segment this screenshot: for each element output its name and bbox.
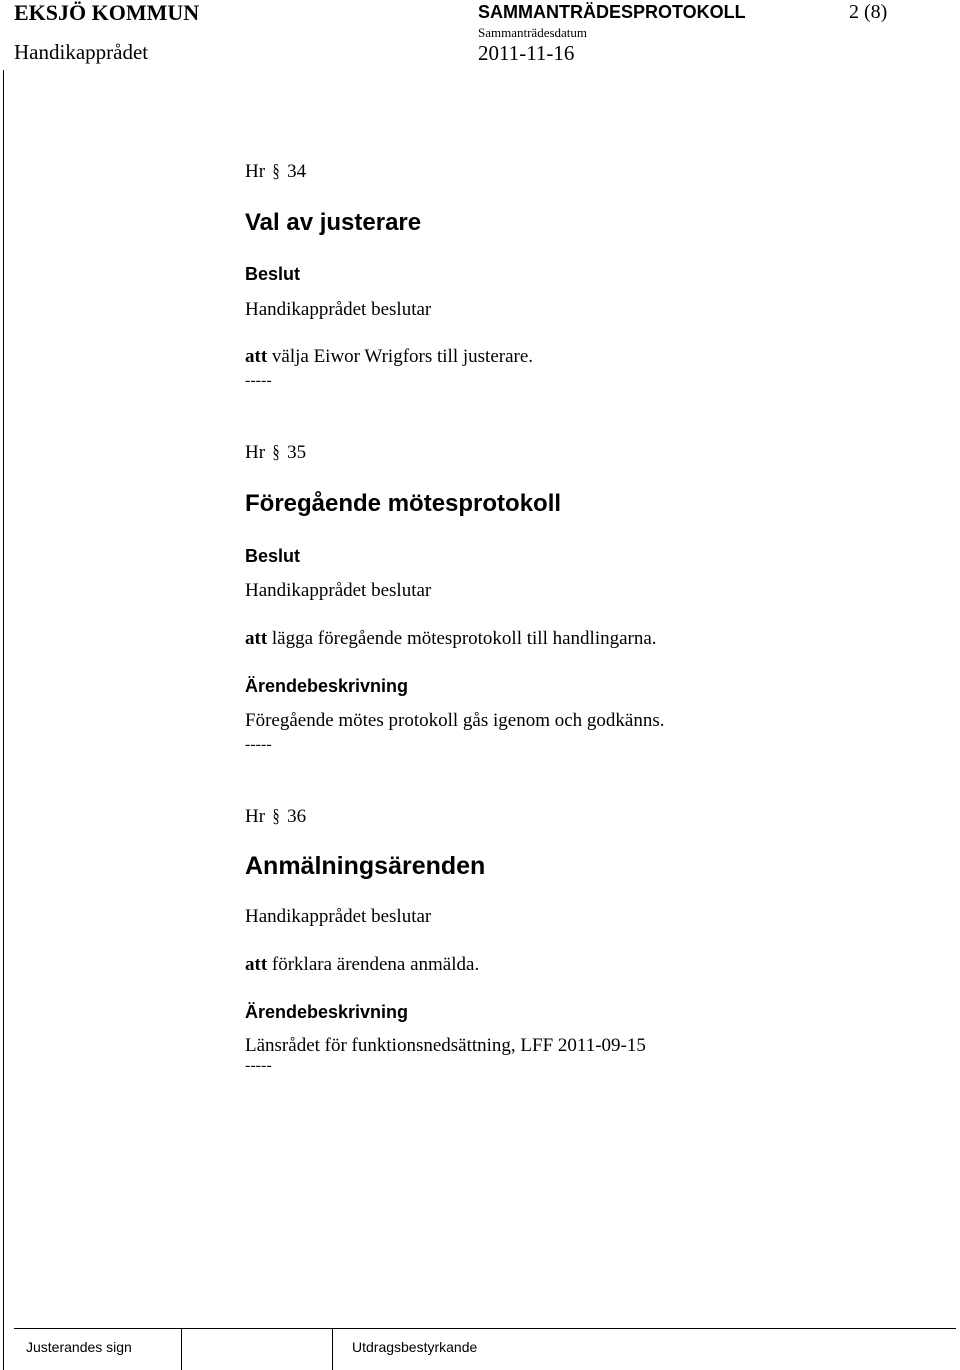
page-number: 2 (8) — [849, 1, 888, 23]
body-name: Handikapprådet — [14, 40, 149, 64]
meeting-date: 2011-11-16 — [478, 41, 575, 65]
separator: ----- — [245, 1057, 272, 1074]
section-title: Val av justerare — [245, 209, 422, 236]
document-type: SAMMANTRÄDESPROTOKOLL — [478, 2, 746, 22]
description-text: Föregående mötes protokoll gås igenom och godkänns. — [245, 710, 665, 731]
section-sign-icon: § — [272, 442, 280, 463]
description-heading: Ärendebeskrivning — [245, 1002, 409, 1022]
att-word: att — [245, 954, 268, 975]
left-margin-rule — [3, 70, 4, 1370]
paragraph-number: 34 — [287, 161, 307, 182]
paragraph-number: 36 — [287, 806, 307, 827]
section-title: Anmälningsärenden — [245, 852, 486, 880]
meeting-date-label: Sammanträdesdatum — [478, 25, 588, 40]
att-clause — [245, 628, 657, 650]
section-sign-icon: § — [272, 806, 280, 827]
signature-label: Justerandes sign — [26, 1339, 132, 1355]
footer-divider — [332, 1328, 333, 1370]
att-clause — [245, 954, 479, 976]
decision-heading: Beslut — [245, 264, 301, 284]
paragraph-ref — [245, 806, 306, 828]
decides-text: Handikapprådet beslutar — [245, 299, 432, 320]
separator: ----- — [245, 736, 272, 753]
decision-heading: Beslut — [245, 546, 301, 566]
description-heading: Ärendebeskrivning — [245, 676, 409, 696]
att-text: välja Eiwor Wrigfors till justerare. — [271, 346, 534, 367]
separator: ----- — [245, 372, 272, 389]
footer-divider — [181, 1328, 182, 1370]
att-word: att — [245, 628, 268, 649]
paragraph-prefix: Hr — [245, 442, 266, 463]
decides-text: Handikapprådet beslutar — [245, 906, 432, 927]
organization-name: EKSJÖ KOMMUN — [14, 0, 200, 25]
paragraph-number: 35 — [287, 442, 307, 463]
decides-text: Handikapprådet beslutar — [245, 580, 432, 601]
excerpt-label: Utdragsbestyrkande — [352, 1339, 478, 1355]
att-word: att — [245, 346, 268, 367]
section-sign-icon: § — [272, 161, 280, 182]
paragraph-prefix: Hr — [245, 806, 266, 827]
description-text: Länsrådet för funktionsnedsättning, LFF 2011-09-15 — [245, 1035, 646, 1056]
att-clause — [245, 346, 533, 368]
section-title: Föregående mötesprotokoll — [245, 490, 562, 517]
paragraph-ref — [245, 161, 306, 183]
paragraph-prefix: Hr — [245, 161, 266, 182]
att-text: förklara ärendena anmälda. — [271, 954, 480, 975]
footer-rule — [14, 1328, 956, 1329]
paragraph-ref — [245, 442, 306, 464]
att-text: lägga föregående mötesprotokoll till handlingarna. — [271, 628, 657, 649]
